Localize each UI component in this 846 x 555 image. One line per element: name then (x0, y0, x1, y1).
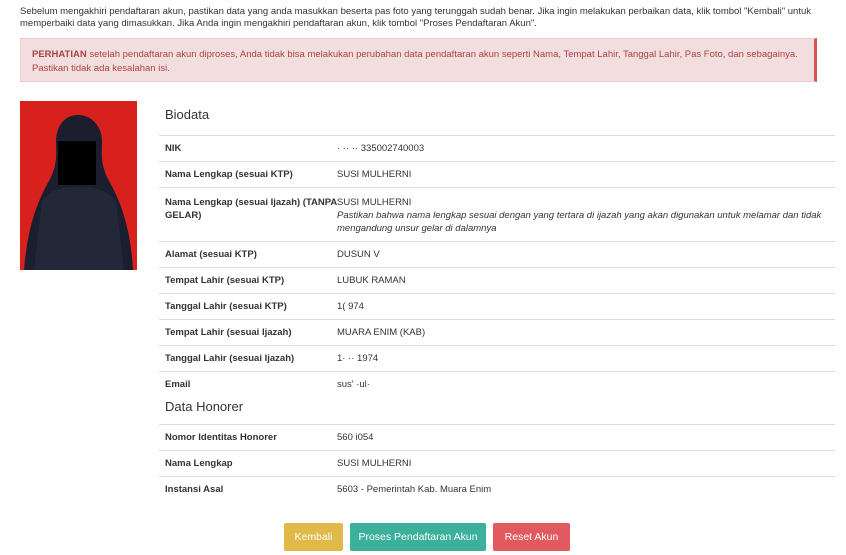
nama-ijazah-note: Pastikan bahwa nama lengkap sesuai dengan yang tertara di ijazah yang akan digunakan untuk melamar dan tidak mengandung unsur gelar di dalamnya (337, 210, 822, 234)
value-tempat-lahir-ktp: LUBUK RAMAN (337, 274, 406, 286)
row-nama-ktp (159, 162, 835, 188)
row-tanggal-lahir-ktp (159, 294, 835, 320)
profile-photo (20, 101, 137, 270)
row-nama-ijazah (159, 188, 835, 242)
label-nik: NIK (165, 142, 182, 154)
label-nama-ijazah: Nama Lengkap (sesuai Ijazah) (TANPA GELAR) (165, 197, 337, 221)
label-alamat: Alamat (sesuai KTP) (165, 248, 257, 260)
row-tanggal-lahir-ijazah (159, 346, 835, 372)
value-instansi: 5603 - Pemerintah Kab. Muara Enim (337, 484, 492, 495)
label-nama-ktp: Nama Lengkap (sesuai KTP) (165, 168, 293, 180)
value-nama-ijazah-text: SUSI MULHERNI (337, 197, 412, 208)
biodata-panel (159, 101, 835, 503)
process-registration-button[interactable]: Proses Pendaftaran Akun (350, 523, 486, 551)
intro-text: Sebelum mengakhiri pendaftaran akun, pastikan data yang anda masukkan beserta pas foto yang terunggah sudah benar. Jika ingin melakukan perbaikan data, klik tombol "Kembali" untuk memperbaiki data yang dimasukkan. Jika Anda ingin mengakhiri pendaftaran akun, klik tombol "Proses Pendaftaran Akun". (20, 6, 811, 29)
value-tanggal-lahir-ktp: 1( 974 (337, 300, 364, 312)
alert-text: setelah pendaftaran akun diproses, Anda tidak bisa melakukan perubahan data pendaftaran akun seperti Nama, Tempat Lahir, Tanggal Lahir, Pas Foto, dan sebagainya. Pastikan tidak ada kesalahan isi. (32, 49, 798, 74)
label-instansi: Instansi Asal (165, 484, 224, 495)
row-nomor-honorer (159, 425, 835, 451)
value-nama-ktp: SUSI MULHERNI (337, 168, 412, 180)
value-alamat: DUSUN V (337, 248, 380, 260)
honorer-title: Data Honorer (159, 397, 835, 425)
label-email: Email (165, 379, 191, 390)
value-tempat-lahir-ijazah: MUARA ENIM (KAB) (337, 326, 426, 338)
label-nama-honorer: Nama Lengkap (165, 457, 233, 469)
label-tempat-lahir-ktp: Tempat Lahir (sesuai KTP) (165, 274, 285, 286)
label-tanggal-lahir-ktp: Tanggal Lahir (sesuai KTP) (165, 300, 287, 312)
warning-alert (20, 38, 817, 82)
row-instansi (159, 477, 835, 503)
value-nik: · ·· ·· 335002740003 (337, 142, 425, 154)
alert-title: PERHATIAN (32, 49, 87, 60)
reset-account-button[interactable]: Reset Akun (493, 523, 570, 551)
label-tanggal-lahir-ijazah: Tanggal Lahir (sesuai Ijazah) (165, 352, 295, 364)
back-button[interactable]: Kembali (284, 523, 343, 551)
row-tempat-lahir-ijazah (159, 320, 835, 346)
action-buttons (284, 523, 570, 551)
label-nomor-honorer: Nomor Identitas Honorer (165, 431, 277, 443)
value-nomor-honorer: 560 i054 (337, 431, 374, 443)
row-nik (159, 136, 835, 162)
row-alamat (159, 242, 835, 268)
biodata-title: Biodata (159, 101, 835, 136)
row-nama-honorer (159, 451, 835, 477)
label-tempat-lahir-ijazah: Tempat Lahir (sesuai Ijazah) (165, 326, 292, 338)
row-email (159, 372, 835, 398)
value-email: sus' ·ul· (337, 379, 370, 390)
value-nama-honorer: SUSI MULHERNI (337, 457, 412, 469)
photo-image (20, 101, 137, 270)
row-tempat-lahir-ktp (159, 268, 835, 294)
value-tanggal-lahir-ijazah: 1· ·· 1974 (337, 352, 379, 364)
value-nama-ijazah (337, 196, 835, 235)
